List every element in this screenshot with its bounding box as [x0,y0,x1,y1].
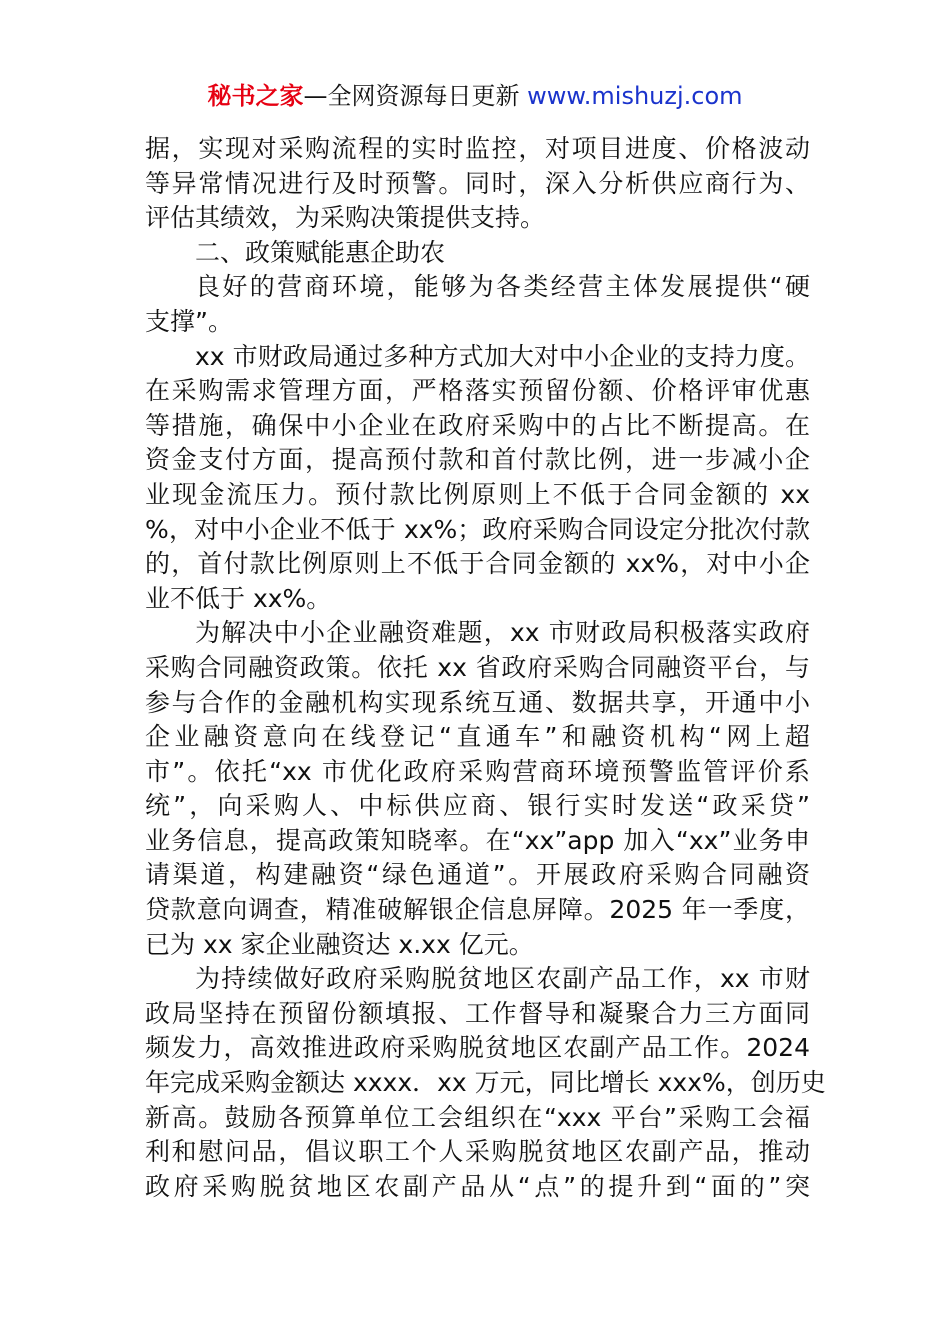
text-line: 等措施，确保中小企业在政府采购中的占比不断提高。在 [145,410,810,440]
text-line: 频发力，高效推进政府采购脱贫地区农副产品工作。2024 [145,1033,810,1063]
text-line: 贷款意向调查，精准破解银企信息屏障。2025 年一季度， [145,895,810,925]
brand-name: 秘书之家 [207,82,304,110]
text-line: 业务信息，提高政策知晓率。在“xx”app 加入“xx”业务申 [145,825,810,855]
text-line: 等异常情况进行及时预警。同时，深入分析供应商行为、 [145,168,810,198]
text-line: 参与合作的金融机构实现系统互通、数据共享，开通中小 [145,687,810,717]
page-header [0,80,950,112]
text-line: 业不低于 xx%。 [145,583,332,613]
text-line: 新高。鼓励各预算单位工会组织在“xxx 平台”采购工会福 [145,1102,810,1132]
text-line: 支撑”。 [145,306,233,336]
text-line: 据，实现对采购流程的实时监控，对项目进度、价格波动 [145,134,810,163]
text-line: 政府采购脱贫地区农副产品从“点”的提升到“面的”突 [145,1171,810,1201]
document-body [145,132,826,1204]
header-slogan: —全网资源每日更新 [303,82,528,110]
text-line: 资金支付方面，提高预付款和首付款比例，进一步减小企 [145,445,810,475]
text-line: xx 市财政局通过多种方式加大对中小企业的支持力度。 [195,341,810,371]
site-url-link[interactable]: www.mishuzj.com [527,82,743,110]
text-line: 请渠道，构建融资“绿色通道”。开展政府采购合同融资 [145,860,810,890]
section-heading: 二、政策赋能惠企助农 [195,237,446,267]
text-line: 良好的营商环境，能够为各类经营主体发展提供“硬 [195,272,810,302]
text-line: %，对中小企业不低于 xx%；政府采购合同设定分批次付款 [145,514,810,544]
text-line: 的，首付款比例原则上不低于合同金额的 xx%，对中小企 [145,549,810,579]
text-line: 为持续做好政府采购脱贫地区农副产品工作，xx 市财 [195,964,810,994]
text-line: 已为 xx 家企业融资达 x.xx 亿元。 [145,929,534,959]
text-line: 在采购需求管理方面，严格落实预留份额、价格评审优惠 [145,376,810,406]
text-line: 采购合同融资政策。依托 xx 省政府采购合同融资平台，与 [145,652,810,682]
text-line: 政局坚持在预留份额填报、工作督导和凝聚合力三方面同 [145,998,810,1028]
text-line: 年完成采购金额达 xxxx．xx 万元，同比增长 xxx%，创历史 [145,1068,826,1098]
text-line: 企业融资意向在线登记“直通车”和融资机构“网上超 [145,722,810,752]
text-line: 评估其绩效，为采购决策提供支持。 [145,203,546,233]
text-line: 业现金流压力。预付款比例原则上不低于合同金额的 xx [145,479,810,509]
text-line: 利和慰问品，倡议职工个人采购脱贫地区农副产品，推动 [145,1137,810,1167]
text-line: 为解决中小企业融资难题，xx 市财政局积极落实政府 [195,618,810,648]
text-line: 市”。依托“xx 市优化政府采购营商环境预警监管评价系 [145,756,810,786]
text-line: 统”，向采购人、中标供应商、银行实时发送“政采贷” [145,791,810,821]
